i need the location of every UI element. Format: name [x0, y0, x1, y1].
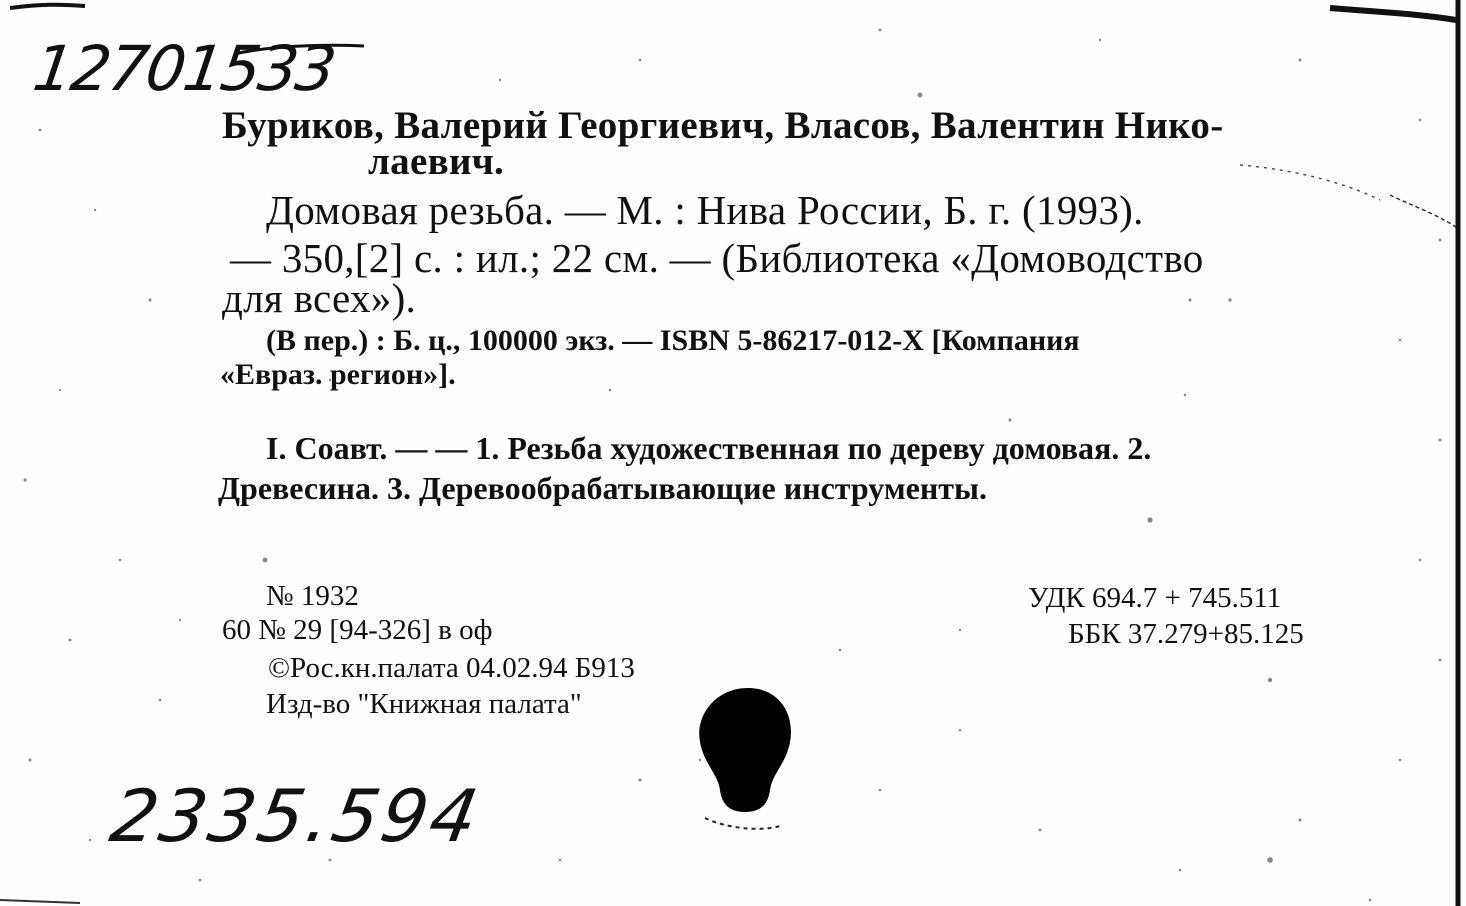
- copyright-line: ©Рос.кн.палата 04.02.94 Б913: [268, 652, 635, 684]
- title-line-3: для всех»).: [222, 275, 417, 321]
- title-line-2: — 350,[2] с. : ил.; 22 см. — (Библиотека «Домоводство: [230, 235, 1204, 281]
- title-line-1: Домовая резьба. — М. : Нива России, Б. г. (1993).: [266, 187, 1144, 233]
- author-line-2: лаевич.: [368, 140, 505, 183]
- handwritten-call-number: 2335.594: [104, 774, 487, 858]
- subjects-line-1: I. Соавт. — — 1. Резьба художественная по дереву домовая. 2.: [266, 430, 1152, 466]
- binding-line-1: (В пер.) : Б. ц., 100000 экз. — ISBN 5-86217-012-X [Компания: [266, 324, 1080, 357]
- bbk-code: ББК 37.279+85.125: [1068, 618, 1304, 650]
- print-info: 60 № 29 [94-326] в оф: [222, 614, 493, 646]
- handwritten-accession-number: 12701533: [28, 32, 339, 105]
- udk-code: УДК 694.7 + 745.511: [1028, 582, 1282, 614]
- author-line-1: Буриков, Валерий Георгиевич, Власов, Валентин Нико-: [222, 104, 1224, 147]
- publisher-line: Изд-во "Книжная палата": [266, 688, 582, 720]
- card-number: № 1932: [266, 580, 359, 612]
- binding-line-2: «Евраз. регион»].: [220, 358, 456, 391]
- subjects-line-2: Древесина. 3. Деревообрабатывающие инструменты.: [218, 470, 987, 506]
